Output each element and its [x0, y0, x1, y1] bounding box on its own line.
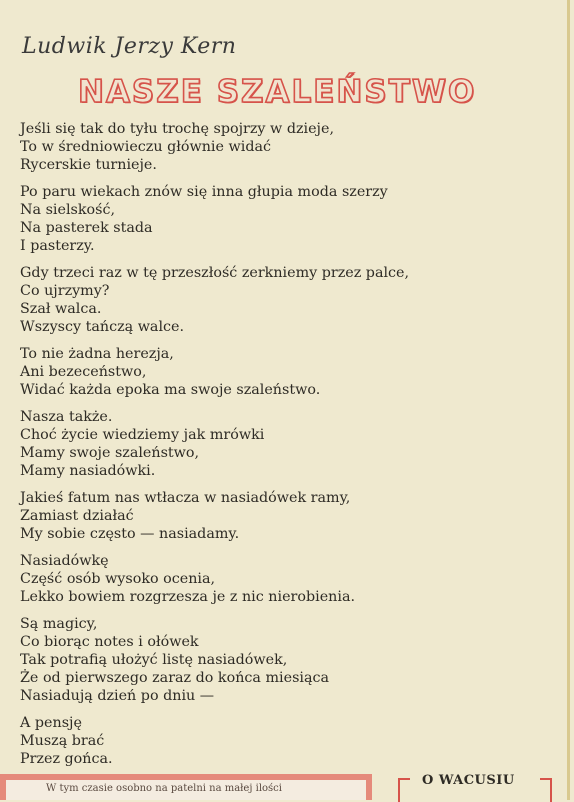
poem-line: To w średniowieczu głównie widać	[20, 139, 272, 155]
page-edge-rule	[567, 0, 570, 800]
stanza	[20, 489, 540, 543]
poem-line: Muszą brać	[20, 733, 105, 749]
footer-recipe-box	[0, 774, 372, 800]
poem-line: Ani bezeceństwo,	[20, 364, 147, 380]
poem-line: Jeśli się tak do tyłu trochę spojrzy w dzieje,	[20, 121, 334, 137]
poem-line: Mamy nasiadówki.	[20, 463, 156, 479]
poem-line: A pensję	[20, 715, 82, 731]
poem-line: To nie żadna herezja,	[20, 346, 174, 362]
poem-line: Gdy trzeci raz w tę przeszłość zerkniemy przez palce,	[20, 265, 410, 281]
poem-line: Po paru wiekach znów się inna głupia moda szerzy	[20, 184, 388, 200]
stanza	[20, 615, 540, 705]
stanza	[20, 714, 540, 768]
poem-line: Część osób wysoko ocenia,	[20, 571, 216, 587]
stanza	[20, 345, 540, 399]
stanza	[20, 264, 540, 336]
stanza	[20, 120, 540, 174]
poem-line: My sobie często — nasiadamy.	[20, 526, 240, 542]
poem-line: Są magicy,	[20, 616, 98, 632]
author-name: Ludwik Jerzy Kern	[22, 34, 237, 59]
stanza	[20, 552, 540, 606]
poem-line: Nasiadują dzień po dniu —	[20, 688, 215, 704]
poem-line: Nasiadówkę	[20, 553, 109, 569]
poem-line: Przez gońca.	[20, 751, 113, 767]
poem-line: Co ujrzymy?	[20, 283, 110, 299]
poem-line: Jakieś fatum nas wtłacza w nasiadówek ramy,	[20, 490, 351, 506]
poem-line: Choć życie wiedziemy jak mrówki	[20, 427, 265, 443]
heading-bracket-left	[398, 778, 410, 802]
poem-line: Mamy swoje szaleństwo,	[20, 445, 200, 461]
poem-line: Widać każda epoka ma swoje szaleństwo.	[20, 382, 321, 398]
poem-line: Tak potrafią ułożyć listę nasiadówek,	[20, 652, 288, 668]
poem-line: Szał walca.	[20, 301, 102, 317]
poem-line: Na pasterek stada	[20, 220, 153, 236]
poem-line: Rycerskie turnieje.	[20, 157, 157, 173]
poem-line: Na sielskość,	[20, 202, 116, 218]
poem-line: Zamiast działać	[20, 508, 134, 524]
poem-line: Wszyscy tańczą walce.	[20, 319, 185, 335]
poem-title: NASZE SZALEŃSTWO	[78, 74, 477, 110]
footer-heading: O WACUSIU	[422, 773, 515, 788]
poem-body	[20, 120, 540, 777]
stanza	[20, 183, 540, 255]
poem-line: Co biorąc notes i ołówek	[20, 634, 199, 650]
poem-line: Że od pierwszego zaraz do końca miesiąca	[20, 670, 330, 686]
poem-line: Nasza także.	[20, 409, 113, 425]
footer-snippet: W tym czasie osobno na patelni na małej ilości	[6, 780, 366, 800]
heading-bracket-right	[540, 778, 552, 802]
stanza	[20, 408, 540, 480]
poem-line: Lekko bowiem rozgrzesza je z nic nierobienia.	[20, 589, 356, 605]
poem-line: I pasterzy.	[20, 238, 95, 254]
